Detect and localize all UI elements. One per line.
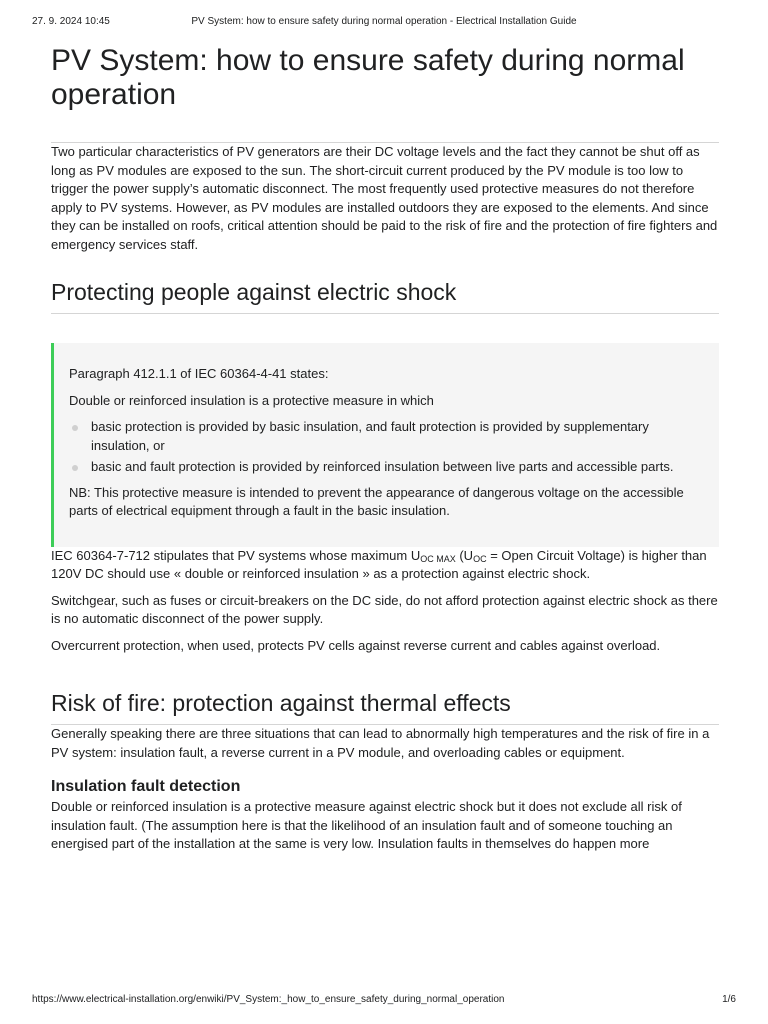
- iec-text-b: (U: [455, 547, 474, 563]
- overcurrent-paragraph: Overcurrent protection, when used, protects PV cells against reverse current and cables against overload.: [51, 637, 661, 653]
- page-number: 1/6: [722, 994, 736, 1005]
- insulation-fault-paragraph: Double or reinforced insulation is a protective measure against electric shock but it does not exclude all risk of insulation fault. (The assumption here is that the likelihood of an insulation fault and of someone touching an energised part of the installation at the same is very low. Insulation faults in themselves do happen more: [51, 799, 682, 851]
- callout-note: NB: This protective measure is intended to prevent the appearance of dangerous voltage on the accessible parts of electrical equipment through a fault in the basic insulation.: [69, 484, 684, 518]
- fire-risk-paragraph: Generally speaking there are three situations that can lead to abnormally high temperatures and the risk of fire in a PV system: insulation fault, a reverse current in a PV module, and overloading cables or equipment.: [51, 726, 710, 760]
- subheading-insulation-fault: Insulation fault detection: [51, 778, 241, 795]
- section-heading-fire-risk: Risk of fire: protection against thermal effects: [51, 689, 719, 725]
- print-date: 27. 9. 2024 10:45: [32, 16, 110, 27]
- switchgear-paragraph: Switchgear, such as fuses or circuit-breakers on the DC side, do not afford protection against electric shock as there is no automatic disconnect of the power supply.: [51, 592, 718, 626]
- print-page-title: PV System: how to ensure safety during normal operation - Electrical Installation Guide: [191, 16, 577, 27]
- iec-text-c: = Open Circuit Voltage) is higher than 120V DC should use « double or reinforced insulation » as a protection against electric shock.: [51, 547, 707, 581]
- article-content: [51, 44, 719, 862]
- list-item: [69, 458, 701, 477]
- bullet-icon: [72, 425, 78, 431]
- list-item: [69, 418, 701, 455]
- callout-bullet-list: [69, 418, 701, 477]
- iec-712-paragraph: [51, 547, 719, 584]
- standard-quote-callout: [51, 343, 719, 547]
- list-item-text: basic and fault protection is provided by reinforced insulation between live parts and accessible parts.: [91, 459, 674, 474]
- callout-definition: Double or reinforced insulation is a protective measure in which: [69, 392, 434, 408]
- callout-intro: Paragraph 412.1.1 of IEC 60364-4-41 states:: [69, 366, 329, 381]
- page-url: https://www.electrical-installation.org/enwiki/PV_System:_how_to_ensure_safety_during_normal_operation: [32, 994, 505, 1005]
- page-title: PV System: how to ensure safety during normal operation: [51, 44, 719, 143]
- intro-paragraph: Two particular characteristics of PV generators are their DC voltage levels and the fact they cannot be shut off as long as PV modules are exposed to the sun. The short-circuit current produced by the PV module is too low to trigger the power supply’s automatic disconnect. The most frequently used protective measures do not therefore apply to PV systems. However, as PV modules are installed outdoors they are exposed to the elements. And since they can be installed on roofs, critical attention should be paid to the risk of fire and the protection of fire fighters and emergency services staff.: [51, 144, 718, 252]
- uoc-max-subscript: OC MAX: [420, 553, 456, 564]
- list-item-text: basic protection is provided by basic insulation, and fault protection is provided by supplementary insulation, or: [91, 419, 649, 453]
- bullet-icon: [72, 465, 78, 471]
- uoc-subscript: OC: [473, 553, 487, 564]
- print-footer: [32, 994, 736, 1008]
- iec-text-a: IEC 60364-7-712 stipulates that PV systems whose maximum U: [51, 547, 421, 563]
- section-heading-electric-shock: Protecting people against electric shock: [51, 278, 719, 314]
- print-header: [32, 16, 736, 30]
